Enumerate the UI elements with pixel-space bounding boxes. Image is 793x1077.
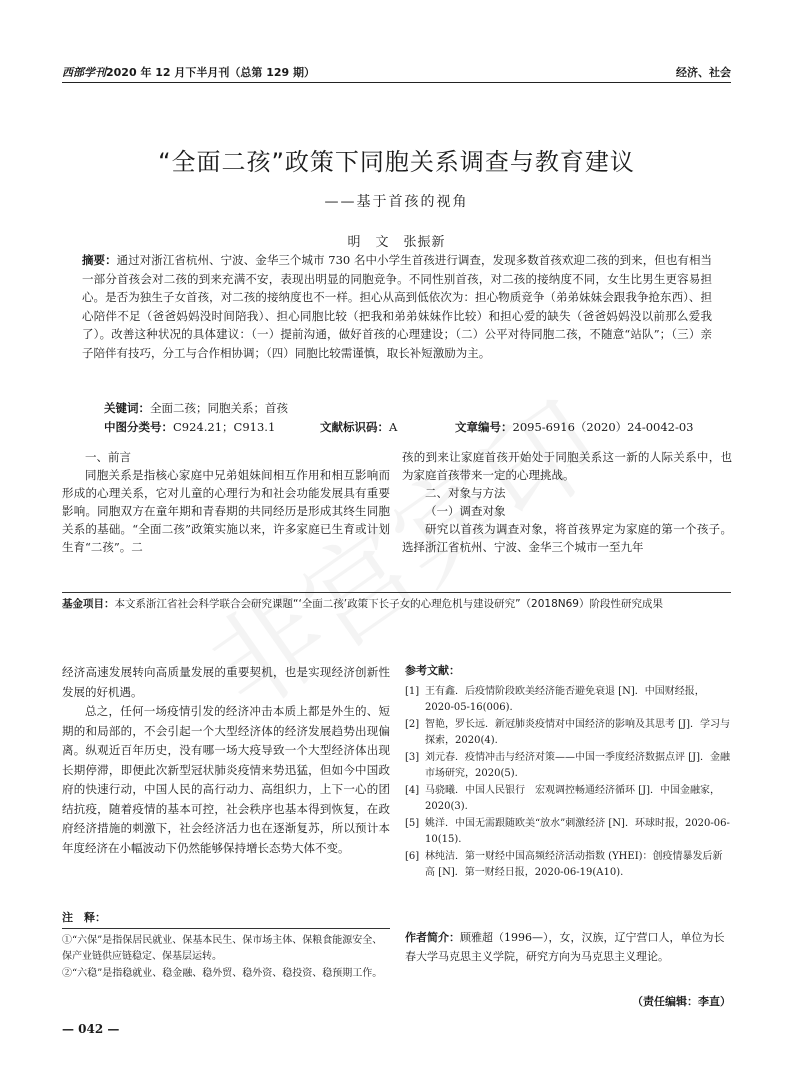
header-rule — [62, 82, 731, 83]
references — [405, 663, 731, 882]
body-paragraph: 经济高速发展转向高质量发展的重要契机，也是实现经济创新性发展的好机遇。 — [62, 665, 390, 699]
references-title: 参考文献： — [405, 664, 460, 677]
clc-value: C924.21；C913.1 — [173, 420, 276, 434]
journal-name: 西部学刊 — [62, 66, 106, 79]
author-introduction — [405, 928, 731, 966]
doc-label: 文献标识码： — [320, 420, 389, 434]
abstract-text: 通过对浙江省杭州、宁波、金华三个城市 730 名中小学生首孩进行调查，发现多数首孩欢迎二孩的到来，但也有相当一部分首孩会对二孩的到来充满不安，表现出明显的同胞竞争。不同性别首孩，对二孩的接纳度不同，女生比男生更容易担心。是否为独生子女首孩，对二孩的接纳度也不一样。担心从高到低依次为：担心物质竞争（弟弟妹妹会跟我争抢东西）、担心陪伴不足（爸爸妈妈没时间陪我）、担心同胞比较（把我和弟弟妹妹作比较）和担心爱的缺失（爸爸妈妈没以前那么爱我了）。改善这种状况的具体建议：（一）提前沟通，做好首孩的心理建设；（二）公平对待同胞二孩，不随意“站队”；（三）亲子陪伴有技巧，分工与合作相协调；（四）同胞比较需谨慎，取长补短激励为主。 — [82, 253, 712, 360]
abstract-label: 摘要： — [82, 253, 117, 267]
section-heading-methods: 二、对象与方法 — [425, 486, 506, 500]
doc-value: A — [389, 420, 398, 434]
body-paragraph: 总之，任何一场疫情引发的经济冲击本质上都是外生的、短期的和局部的，不会引起一个大型经济体的经济发展趋势出现偏离。纵观近百年历史，没有哪一场大疫导致一个大型经济体出现长期停滞，即便此次新型冠状肺炎疫情来势迅猛，但如今中国政府的快速行动，中国人民的高行动力、高组织力，上下一心的团结抗疫，随着疫情的基本可控，社会秩序也基本得到恢复，在政府经济措施的刺激下，社会经济活力也在逐渐复苏，所以预计本年度经济在小幅波动下仍然能够保持增长态势大体不变。 — [62, 704, 390, 855]
clc-number — [104, 419, 275, 435]
fund-note — [62, 597, 731, 612]
notes-title: 注 释： — [62, 911, 106, 924]
note-item: ①“六保”是指保居民就业、保基本民生、保市场主体、保粮食能源安全、保产业链供应链稳定、保基层运转。 — [62, 934, 383, 962]
reference-item: [5] 姚洋．中国无需跟随欧美“放水”刺激经济 [N]．环球时报，2020-06-10(15). — [405, 817, 730, 845]
fund-label: 基金项目： — [62, 598, 115, 610]
reference-item: [4] 马骁曦．中国人民银行 宏观调控畅通经济循环 [J]．中国金融家，2020(3). — [405, 784, 720, 812]
journal-issue: 2020 年 12 月下半月刊（总第 129 期） — [106, 66, 316, 79]
subsection-heading: （一）调查对象 — [425, 504, 506, 518]
footnote-rule — [62, 592, 731, 593]
notes-rule — [62, 928, 390, 929]
reference-item: [2] 智艳，罗长远．新冠肺炎疫情对中国经济的影响及其思考 [J]．学习与探索，2020(4). — [405, 718, 730, 746]
page-number: — 042 — — [62, 1022, 120, 1036]
body-right-column — [402, 448, 732, 556]
running-header-section: 经济、社会 — [676, 66, 731, 79]
fund-text: 本文系浙江省社会科学联合会研究课题“‘全面二孩’政策下长子女的心理危机与建设研究”（2018N69）阶段性研究成果 — [114, 598, 663, 610]
notes — [62, 910, 390, 982]
article-label: 文章编号： — [455, 420, 513, 434]
article-authors: 明 文 张振新 — [347, 235, 446, 250]
body-paragraph: 研究以首孩为调查对象，将首孩界定为家庭的第一个孩子。选择浙江省杭州、宁波、金华三个城市一至九年 — [402, 522, 732, 554]
article-value: 2095-6916（2020）24-0042-03 — [512, 420, 694, 434]
lower-left-column — [62, 663, 390, 858]
keywords — [104, 400, 288, 416]
keywords-text: 全面二孩；同胞关系；首孩 — [150, 401, 288, 415]
abstract — [82, 251, 712, 362]
reference-item: [1] 王有鑫．后疫情阶段欧美经济能否避免衰退 [N]．中国财经报，2020-05-16(006). — [405, 685, 705, 713]
responsible-editor: （责任编辑：李直） — [632, 995, 731, 1008]
clc-label: 中图分类号： — [104, 420, 173, 434]
reference-item: [3] 刘元春．疫情冲击与经济对策——中国一季度经济数据点评 [J]．金融市场研究，2020(5). — [405, 751, 730, 779]
section-heading-intro: 一、前言 — [85, 450, 131, 464]
body-paragraph-continued: 孩的到来让家庭首孩开始处于同胞关系这一新的人际关系中，也为家庭首孩带来一定的心理挑战。 — [402, 450, 732, 482]
body-paragraph: 同胞关系是指核心家庭中兄弟姐妹间相互作用和相互影响而形成的心理关系，它对儿童的心理行为和社会功能发展具有重要影响。同胞双方在童年期和青春期的共同经历是形成其终生同胞关系的基础。“全面二孩”政策实施以来，许多家庭已生育或计划生育“二孩”。二 — [62, 468, 390, 554]
article-title: “全面二孩”政策下同胞关系调查与教育建议 — [158, 148, 635, 176]
body-left-column — [62, 448, 390, 556]
keywords-label: 关键词： — [104, 401, 150, 415]
author-intro-text: 顾雅超（1996—），女，汉族，辽宁营口人，单位为长春大学马克思主义学院，研究方向为马克思主义理论。 — [405, 931, 725, 963]
author-intro-label: 作者简介： — [405, 931, 460, 944]
running-header-left — [62, 64, 315, 80]
reference-item: [6] 林纯洁．第一财经中国高频经济活动指数 (YHEI)：创疫情暴发后新高 [N]．第一财经日报，2020-06-19(A10). — [405, 850, 723, 878]
doc-code — [320, 419, 397, 435]
article-number — [455, 419, 694, 435]
note-item: ②“六稳”是指稳就业、稳金融、稳外贸、稳外资、稳投资、稳预期工作。 — [62, 967, 383, 979]
article-subtitle: ——基于首孩的视角 — [324, 194, 469, 210]
